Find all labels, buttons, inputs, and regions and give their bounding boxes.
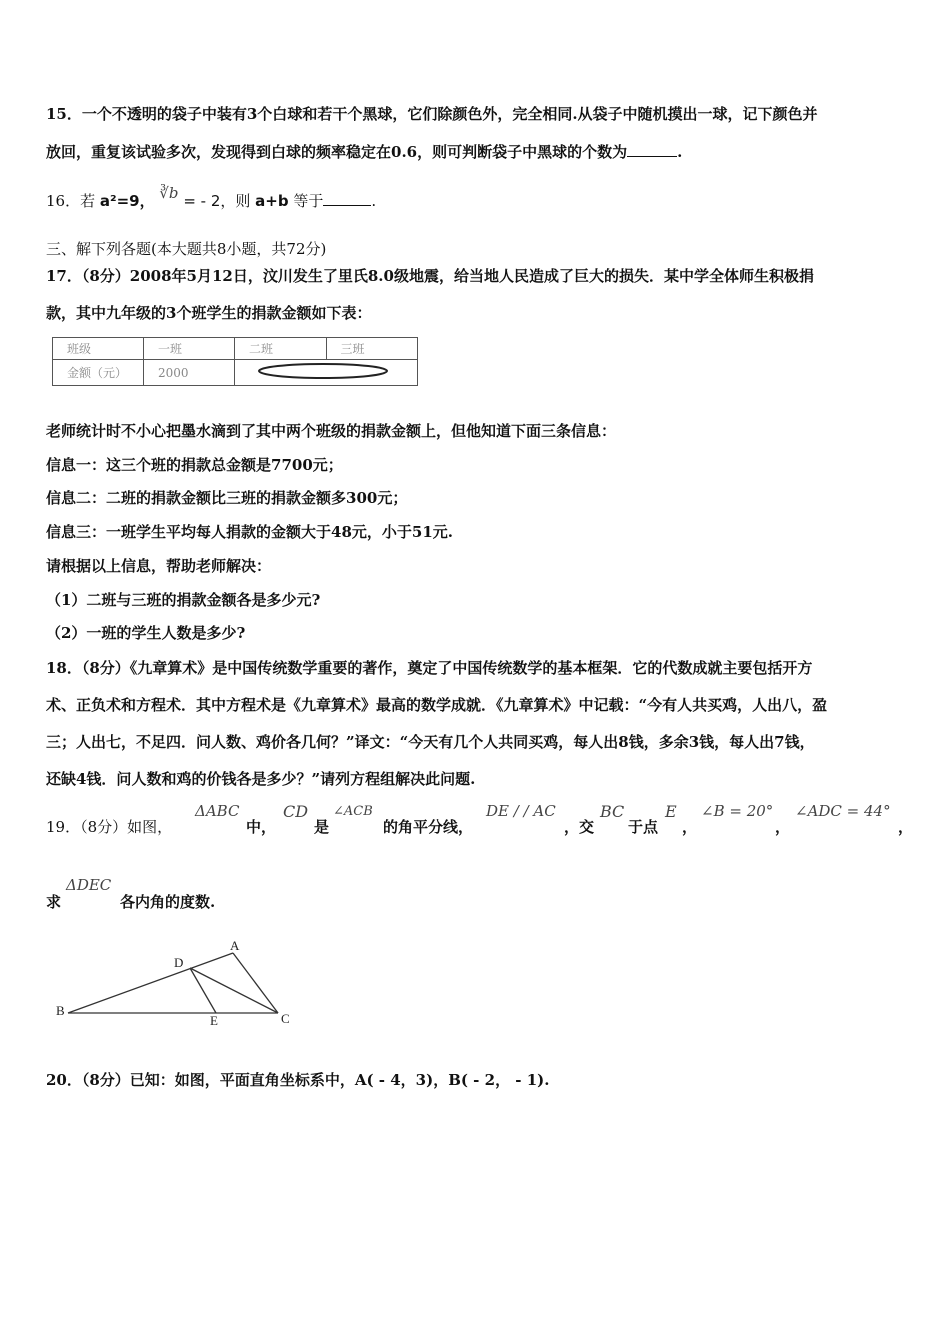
figure-label-e: E bbox=[210, 1013, 218, 1028]
q19-parallel: DE / / AC bbox=[486, 802, 556, 820]
section3-title: 三、解下列各题(本大题共8小题，共72分) bbox=[46, 240, 327, 258]
q17-line2: 款，其中九年级的3个班学生的捐款金额如下表： bbox=[46, 304, 372, 322]
q19-comma3: ， bbox=[898, 818, 914, 836]
q19-text-bisector: 的角平分线， bbox=[383, 818, 474, 836]
q19-text-shi: 是 bbox=[314, 818, 330, 836]
q19-comma2: ， bbox=[775, 818, 791, 836]
q19-point-e: E bbox=[665, 802, 677, 821]
figure-label-c: C bbox=[281, 1011, 290, 1026]
q19-segment-bc: BC bbox=[600, 802, 625, 821]
q19-line2-suffix: 各内角的度数. bbox=[120, 893, 216, 911]
q19-prefix: 19．（8分）如图， bbox=[46, 818, 173, 836]
q17-info1: 信息一：这三个班的捐款总金额是7700元； bbox=[46, 456, 343, 474]
q17-line1: 17．（8分）2008年5月12日，汶川发生了里氏8.0级地震，给当地人民造成了巨大的损失．某中学全体师生积极捐 bbox=[46, 267, 814, 285]
q19-segment-cd: CD bbox=[283, 802, 309, 821]
table-row bbox=[53, 360, 418, 386]
q15-line2-text: 放回，重复该试验多次，发现得到白球的频率稳定在0.6，则可判断袋子中黑球的个数为 bbox=[46, 143, 628, 161]
q17-donation-table bbox=[52, 337, 418, 386]
q17-info3: 信息三：一班学生平均每人捐款的金额大于48元，小于51元. bbox=[46, 523, 453, 541]
ink-blot-cell bbox=[235, 360, 418, 386]
q17-sub1: （1）二班与三班的捐款金额各是多少元? bbox=[46, 591, 321, 609]
q19-angle-acb: ∠ACB bbox=[333, 804, 373, 819]
q16-expr: a+b bbox=[255, 192, 289, 210]
q16-end: . bbox=[371, 192, 377, 210]
table-cell: 班级 bbox=[53, 338, 144, 360]
q16-line bbox=[46, 184, 377, 211]
q19-angle-b: ∠B = 20° bbox=[701, 802, 774, 820]
q19-text-yudian: 于点 bbox=[628, 818, 659, 836]
q16-answer-blank bbox=[323, 191, 371, 206]
q16-cond1: a²=9， bbox=[99, 192, 155, 210]
q18-line4: 还缺4钱．问人数和鸡的价钱各是多少？”请列方程组解决此问题. bbox=[46, 770, 476, 788]
q19-text-jiao: ，交 bbox=[564, 818, 595, 836]
q19-line2-prefix: 求 bbox=[46, 893, 62, 911]
table-cell: 2000 bbox=[144, 360, 235, 386]
q19-triangle-abc: ΔABC bbox=[195, 802, 240, 820]
q16-radical: ∛b bbox=[159, 184, 179, 202]
q19-angle-adc: ∠ADC = 44° bbox=[795, 802, 891, 820]
q15-line2 bbox=[46, 141, 682, 162]
q17-info2: 信息二：二班的捐款金额比三班的捐款金额多300元； bbox=[46, 489, 408, 507]
ink-blot-ellipse bbox=[235, 360, 417, 382]
table-header-row bbox=[53, 338, 418, 360]
q20-line1: 20．（8分）已知：如图，平面直角坐标系中，A( - 4，3)，B( - 2， - 1). bbox=[46, 1071, 550, 1089]
q19-triangle-dec: ΔDEC bbox=[66, 876, 112, 894]
q16-prefix: 16．若 bbox=[46, 192, 96, 210]
q19-comma1: ， bbox=[682, 818, 698, 836]
q18-line3: 三；人出七，不足四．问人数、鸡价各几何？”译文：“今天有几个人共同买鸡，每人出8钱，多余3钱，每人出7钱， bbox=[46, 733, 815, 751]
figure-label-d: D bbox=[174, 955, 184, 970]
figure-label-b: B bbox=[56, 1003, 65, 1018]
table-cell: 一班 bbox=[144, 338, 235, 360]
q19-geometry-figure bbox=[46, 935, 306, 1035]
q15-line1: 15．一个不透明的袋子中装有3个白球和若干个黑球，它们除颜色外，完全相同.从袋子中随机摸出一球，记下颜色并 bbox=[46, 105, 818, 123]
q18-line1: 18．（8分）《九章算术》是中国传统数学重要的著作，奠定了中国传统数学的基本框架．它的代数成就主要包括开方 bbox=[46, 659, 813, 677]
q17-paragraph: 老师统计时不小心把墨水滴到了其中两个班级的捐款金额上，但他知道下面三条信息： bbox=[46, 422, 617, 440]
q17-request: 请根据以上信息，帮助老师解决： bbox=[46, 557, 272, 575]
q17-sub2: （2）一班的学生人数是多少? bbox=[46, 624, 246, 642]
figure-label-a: A bbox=[230, 938, 240, 953]
table-cell: 三班 bbox=[326, 338, 418, 360]
table-cell: 金额（元） bbox=[53, 360, 144, 386]
q19-text-zhong: 中， bbox=[246, 818, 277, 836]
q16-suffix: 等于 bbox=[293, 192, 324, 210]
table-cell: 二班 bbox=[235, 338, 327, 360]
q15-end: . bbox=[677, 143, 683, 161]
q16-cond2: = - 2，则 bbox=[183, 192, 251, 210]
q18-line2: 术、正负术和方程术．其中方程术是《九章算术》最高的数学成就．《九章算术》中记载：“今有人共买鸡，人出八，盈 bbox=[46, 696, 828, 714]
q15-answer-blank bbox=[627, 142, 677, 157]
